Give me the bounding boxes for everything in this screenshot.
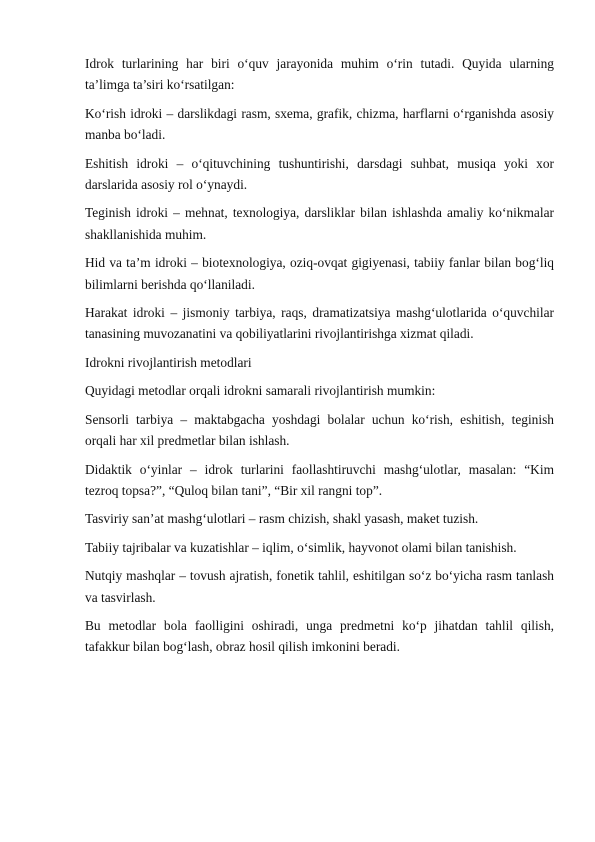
tactile-perception-paragraph: Teginish idroki – mehnat, texnologiya, darsliklar bilan ishlashda amaliy ko‘nikmalar shakllanishida muhim. (85, 205, 554, 242)
methods-intro-paragraph: Quyidagi metodlar orqali idrokni samarali rivojlantirish mumkin: (85, 383, 436, 399)
smell-taste-perception-paragraph: Hid va ta’m idroki – biotexnologiya, oziq-ovqat gigiyenasi, tabiiy fanlar bilan bog‘liq bilimlarni berishda qo‘llaniladi. (85, 255, 554, 292)
motion-perception-paragraph: Harakat idroki – jismoniy tarbiya, raqs, dramatizatsiya mashg‘ulotlarida o‘quvchilar tanasining muvozanatini va qobiliyatlarini rivojlantirishga xizmat qiladi. (85, 305, 554, 342)
section-heading: Idrokni rivojlantirish metodlari (85, 354, 252, 370)
visual-perception-paragraph: Ko‘rish idroki – darslikdagi rasm, sxema, grafik, chizma, harflarni o‘rganishda asosiy manba bo‘ladi. (85, 105, 554, 143)
auditory-perception-paragraph: Eshitish idroki – o‘qituvchining tushuntirishi, darsdagi suhbat, musiqa yoki xor darslarida asosiy rol o‘ynaydi. (85, 155, 554, 193)
conclusion-paragraph: Bu metodlar bola faolligini oshiradi, unga predmetni ko‘p jihatdan tahlil qilish, tafakkur bilan bog‘lash, obraz hosil qilish imkonini beradi. (85, 617, 554, 655)
intro-paragraph: Idrok turlarining har biri o‘quv jarayonida muhim o‘rin tutadi. Quyida ularning ta’limga ta’siri ko‘rsatilgan: (85, 56, 554, 93)
speech-exercises-paragraph: Nutqiy mashqlar – tovush ajratish, fonetik tahlil, eshitilgan so‘z bo‘yicha rasm tanlash va tasvirlash. (85, 568, 554, 605)
natural-experiments-paragraph: Tabiiy tajribalar va kuzatishlar – iqlim, o‘simlik, hayvonot olami bilan tanishish. (85, 539, 517, 555)
visual-arts-paragraph: Tasviriy san’at mashg‘ulotlari – rasm chizish, shakl yasash, maket tuzish. (85, 511, 479, 527)
sensory-education-paragraph: Sensorli tarbiya – maktabgacha yoshdagi bolalar uchun ko‘rish, eshitish, teginish orqali har xil predmetlar bilan ishlash. (85, 411, 554, 449)
didactic-games-paragraph: Didaktik o‘yinlar – idrok turlarini faollashtiruvchi mashg‘ulotlar, masalan: “Kim tezroq topsa?”, “Quloq bilan tani”, “Bir xil rangni top”. (85, 461, 554, 498)
document-page (85, 53, 554, 665)
